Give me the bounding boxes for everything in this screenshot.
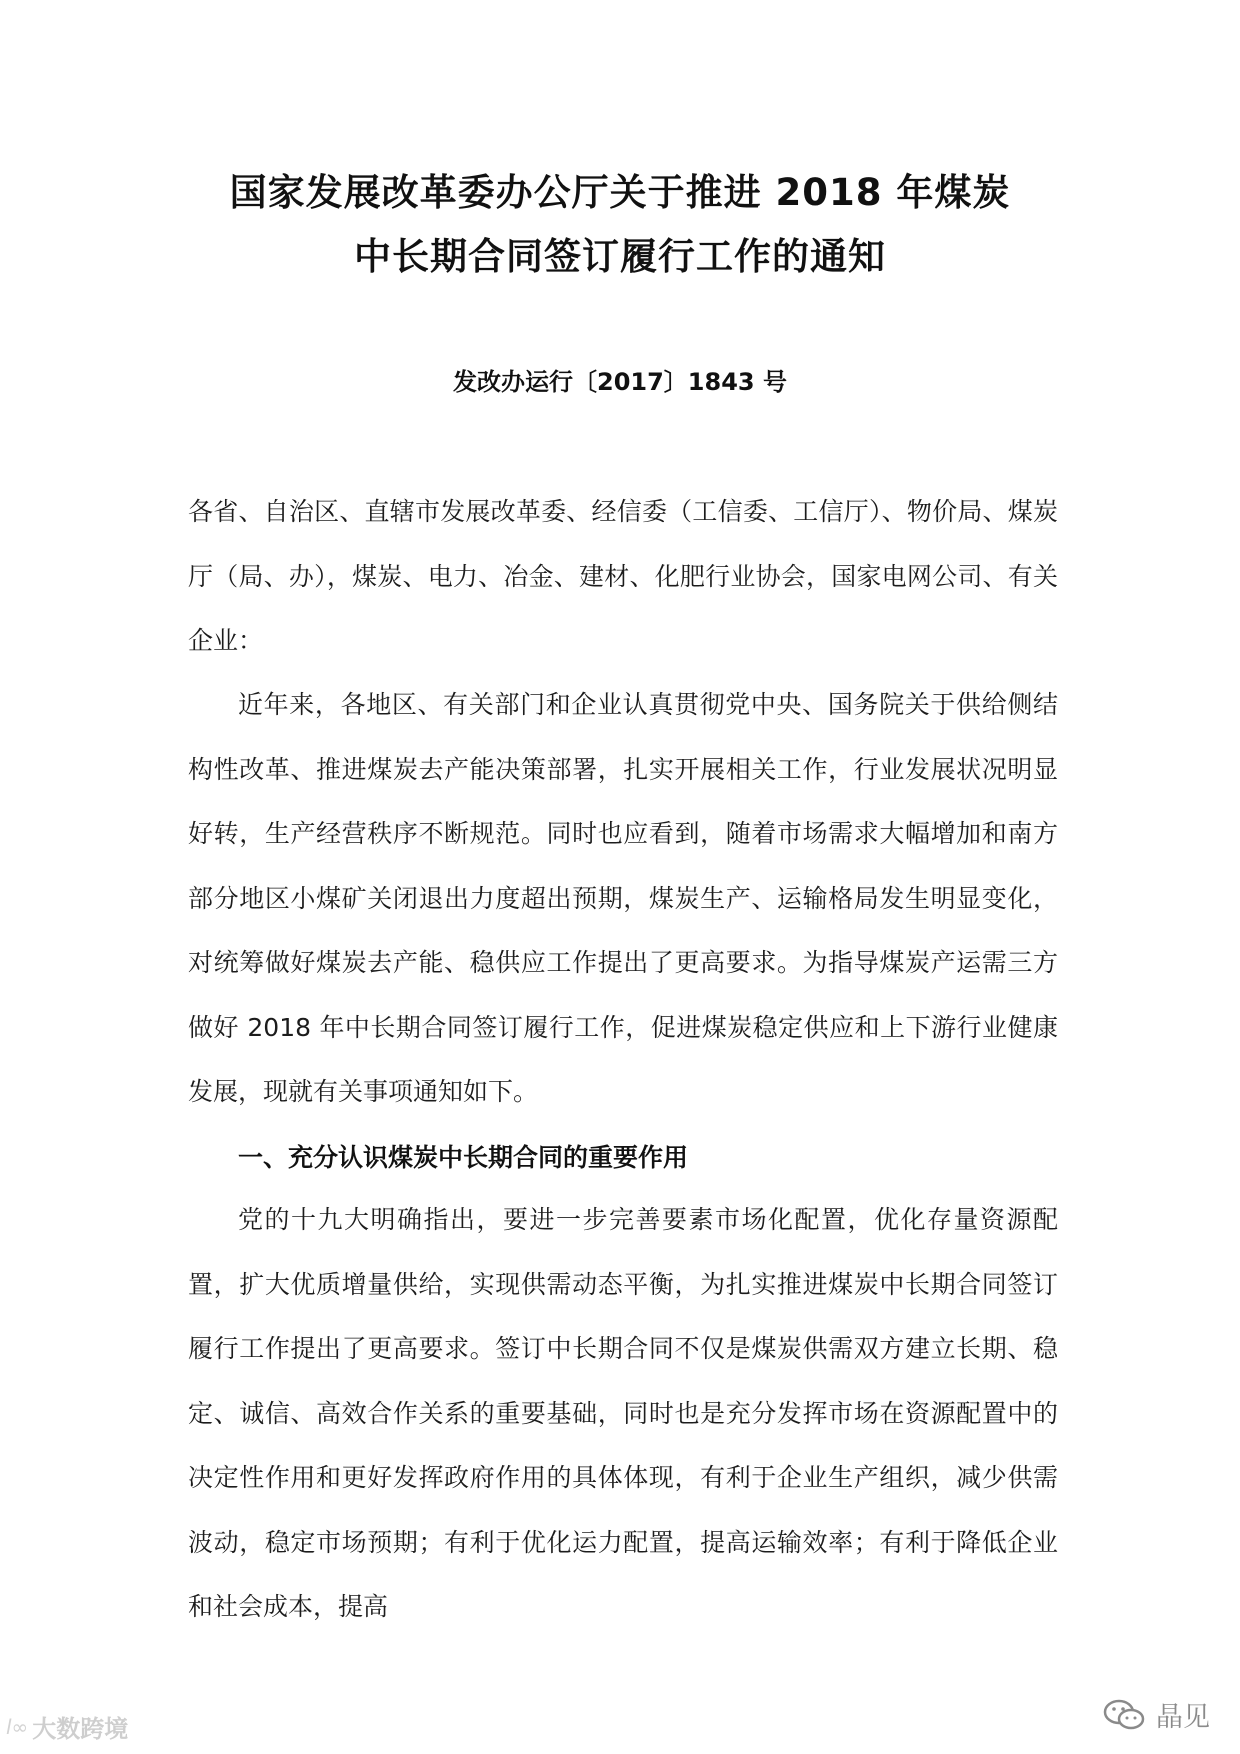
- document-title-line-1: 国家发展改革委办公厅关于推进 2018 年煤炭: [229, 171, 1011, 214]
- watermark-left: [6, 1709, 128, 1744]
- watermark-right-text: 晶见: [1156, 1702, 1210, 1733]
- paragraph-1-text: 近年来，各地区、有关部门和企业认真贯彻党中央、国务院关于供给侧结构性改革、推进煤炭去产能决策部署，扎实开展相关工作，行业发展状况明显好转，生产经营秩序不断规范。同时也应看到，随着市场需求大幅增加和南方部分地区小煤矿关闭退出力度超出预期，煤炭生产、运输格局发生明显变化，对统筹做好煤炭去产能、稳供应工作提出了更高要求。为指导煤炭产运需三方做好 2018 年中长期合同签订履行工作，促进煤炭稳定供应和上下游行业健康发展，现就有关事项通知如下。: [188, 690, 1058, 1106]
- section-1-heading: 一、充分认识煤炭中长期合同的重要作用: [238, 1143, 689, 1172]
- watermark-logo-icon: l∞: [6, 1714, 29, 1739]
- addressee-block: [188, 480, 1058, 674]
- watermark-right: [1102, 1695, 1210, 1734]
- paragraph-1: [188, 673, 1058, 1125]
- document-number: 发改办运行〔2017〕1843 号: [453, 368, 787, 396]
- addressee-text: 各省、自治区、直辖市发展改革委、经信委（工信委、工信厅）、物价局、煤炭厅（局、办），煤炭、电力、冶金、建材、化肥行业协会，国家电网公司、有关企业：: [188, 497, 1058, 655]
- watermark-left-text: 大数跨境: [32, 1715, 129, 1743]
- paragraph-2-text: 党的十九大明确指出，要进一步完善要素市场化配置，优化存量资源配置，扩大优质增量供给，实现供需动态平衡，为扎实推进煤炭中长期合同签订履行工作提出了更高要求。签订中长期合同不仅是煤炭供需双方建立长期、稳定、诚信、高效合作关系的重要基础，同时也是充分发挥市场在资源配置中的决定性作用和更好发挥政府作用的具体体现，有利于企业生产组织，减少供需波动，稳定市场预期；有利于优化运力配置，提高运输效率；有利于降低企业和社会成本，提高: [188, 1205, 1058, 1621]
- wechat-icon: [1102, 1697, 1146, 1733]
- document-title-line-2: 中长期合同签订履行工作的通知: [354, 235, 886, 278]
- paragraph-2: [188, 1188, 1058, 1640]
